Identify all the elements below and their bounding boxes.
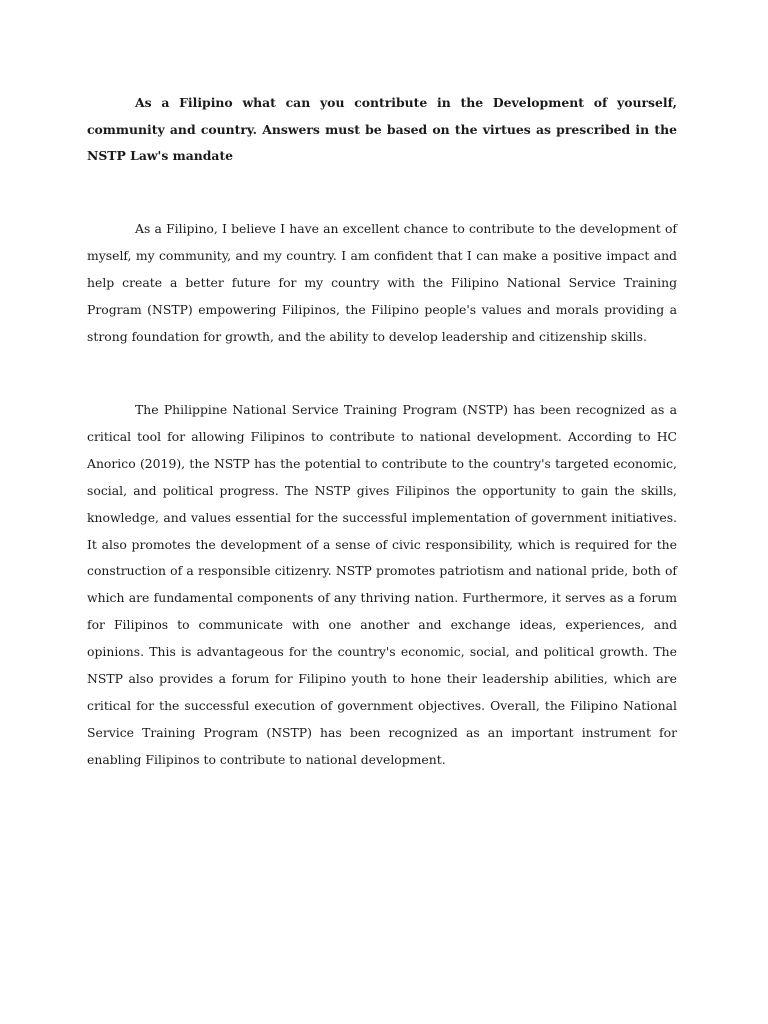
essay-paragraph-2: The Philippine National Service Training Program (NSTP) has been recognized as a critical tool for allowing Filipinos to contribute to national development. According to HC Anorico (2019), the NSTP has the potential to contribute to the country's targeted economic, social, and political progress. The NSTP gives Filipinos the opportunity to gain the skills, knowledge, and values essential for the successful implementation of government initiatives. It also promotes the development of a sense of civic responsibility, which is required for the construction of a responsible citizenry. NSTP promotes patriotism and national pride, both of which are fundamental components of any thriving nation. Furthermore, it serves as a forum for Filipinos to communicate with one another and exchange ideas, experiences, and opinions. This is advantageous for the country's economic, social, and political growth. The NSTP also provides a forum for Filipino youth to hone their leadership abilities, which are critical for the successful execution of government objectives. Overall, the Filipino National Service Training Program (NSTP) has been recognized as an important instrument for enabling Filipinos to contribute to national development. xyxy=(87,402,677,767)
essay-paragraph-1: As a Filipino, I believe I have an excellent chance to contribute to the development of myself, my community, and my country. I am confident that I can make a positive impact and help create a better future for my country with the Filipino National Service Training Program (NSTP) empowering Filipinos, the Filipino people's values and morals providing a strong foundation for growth, and the ability to develop leadership and citizenship skills. xyxy=(87,221,677,344)
document-page xyxy=(87,0,677,1024)
essay-question: As a Filipino what can you contribute in the Development of yourself, community and country. Answers must be based on the virtues as prescribed in the NSTP Law's mandate xyxy=(87,95,677,163)
